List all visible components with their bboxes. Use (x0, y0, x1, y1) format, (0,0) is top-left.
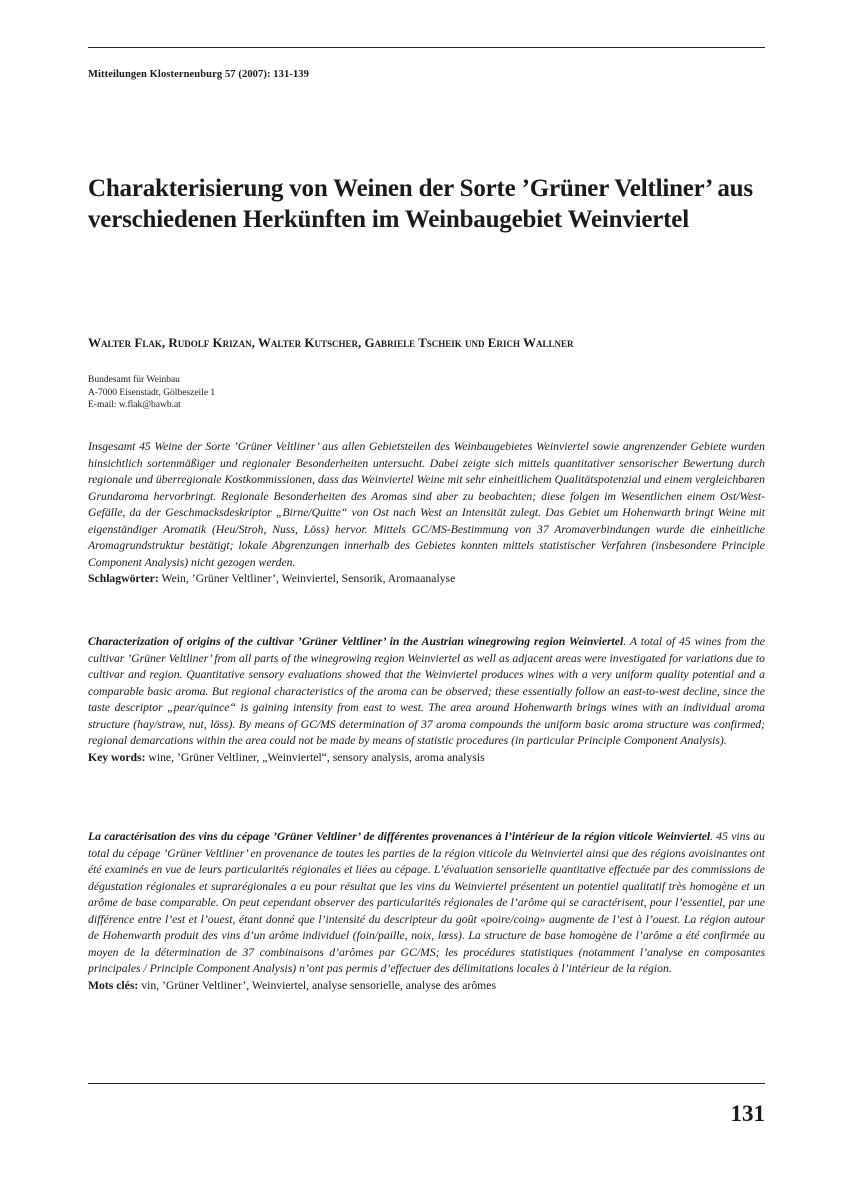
page-number: 131 (730, 1101, 765, 1126)
keywords-french-values: vin, ’Grüner Veltliner’, Weinviertel, analyse sensorielle, analyse des arômes (138, 978, 496, 992)
abstract-german (88, 439, 765, 588)
affiliation-block (88, 374, 215, 412)
abstract-german-body: Insgesamt 45 Weine der Sorte ’Grüner Veltliner’ aus allen Gebietsteilen des Weinbaugebietes Weinviertel sowie angrenzender Gebiete wurden hinsichtlich sortenmäßiger und regionaler Besonderheiten untersucht. Dabei zeigte sich mittels quantitativer sensorischer Bewertung durch regionale und überregionale Kostkommissionen, dass das Weinviertel Weine mit sehr einheitlichem Qualitätspotenzial und einem vergleichbaren Grundaroma hervorbringt. Regionale Besonderheiten des Aromas sind aber zu beobachten; diese folgen im Wesentlichen einem Ost/West-Gefälle, da der Geschmacksdeskriptor „Birne/Quitte“ von Ost nach West an Intensität zulegt. Das Gebiet um Hohenwarth bringt Weine mit eigenständiger Aromatik (Heu/Stroh, Nuss, Löss) hervor. Mittels GC/MS-Bestimmung von 37 Aromaverbindungen wurde die einheitliche Aromagrundstruktur bestätigt; lokale Abgrenzungen innerhalb des Gebietes konnten mittels statistischer Verfahren (insbesondere Principle Component Analysis) nicht gezogen werden. (88, 440, 765, 569)
top-rule (88, 47, 765, 48)
bottom-rule (88, 1083, 765, 1084)
affiliation-institution: Bundesamt für Weinbau (88, 375, 180, 385)
keywords-french (88, 978, 765, 995)
keywords-german (88, 571, 765, 588)
keywords-english (88, 750, 765, 767)
affiliation-email: E-mail: w.flak@bawb.at (88, 400, 181, 410)
keywords-german-values: Wein, ’Grüner Veltliner’, Weinviertel, Sensorik, Aromaanalyse (158, 572, 456, 585)
abstract-french-body: . 45 vins au total du cépage ’Grüner Veltliner’ en provenance de toutes les parties de la région viticole du Weinviertel ainsi que des régions avoisinantes ont été examinés en vue de leurs particularités régionales et liées au cépage. L’évaluation sensorielle quantitative effectuée par des commissions de dégustation régionales et suprarégionales a eu pour résultat que les vins du Weinviertel présentent un potentiel qualitatif très homogène et un arôme de base comparable. On peut cependant observer des particularités régionales de l’arôme qui se caractérisent, pour l’essentiel, par une différence entre l’est et l’ouest, étant donné que l’intensité du descripteur du goût «poire/coing» augmente de l’est à l’ouest. La région autour de Hohenwarth produit des vins d’un arôme individuel (foin/paille, noix, lœss). La structure de base homogène de l’arôme a été confirmée au moyen de la détermination de 37 combinaisons d’arômes par GC/MS; les procédures statistiques (notamment l’analyse en composantes principales / Principle Component Analysis) n’ont pas permis d’effectuer des délimitations locales à l’intérieur de la région. (88, 830, 765, 975)
keywords-english-label: Key words: (88, 750, 146, 764)
abstract-french-paragraph (88, 829, 765, 978)
author-list: Walter Flak, Rudolf Krizan, Walter Kutscher, Gabriele Tscheik und Erich Wallner (88, 335, 574, 350)
abstract-english-body: . A total of 45 wines from the cultivar ’Grüner Veltliner’ from all parts of the winegrowing region Weinviertel as well as adjacent areas were investigated for variations due to cultivar and region. Quantitative sensory evaluations showed that the Weinviertel produces wines with a very uniform quality potential and a comparable basic aroma. But regional characteristics of the aroma can be observed; these essentially follow an east-to-west decline, since the taste descriptor „pear/quince“ is gaining intensity from east to west. The area around Hohenwarth brings wines with an individual aroma structure (hay/straw, nut, löss). By means of GC/MS determination of 37 aroma compounds the uniform basic aroma structure was confirmed; regional demarcations within the area could not be made by means of statistic procedures (in particular Principle Component Analysis). (88, 635, 765, 747)
abstract-english (88, 634, 765, 766)
abstract-english-title: Characterization of origins of the cultivar ’Grüner Veltliner’ in the Austrian winegrowing region Weinviertel (88, 635, 624, 648)
journal-citation: Mitteilungen Klosterneuburg 57 (2007): 131-139 (88, 69, 309, 80)
abstract-english-paragraph (88, 634, 765, 750)
keywords-german-label: Schlagwörter: (88, 572, 159, 585)
article-title: Charakterisierung von Weinen der Sorte ’Grüner Veltliner’ aus verschiedenen Herkünften im Weinbaugebiet Weinviertel (88, 175, 753, 233)
abstract-french (88, 829, 765, 994)
keywords-english-values: wine, ’Grüner Veltliner, „Weinviertel“, sensory analysis, aroma analysis (145, 750, 485, 764)
keywords-french-label: Mots clés: (88, 978, 139, 992)
affiliation-address: A-7000 Eisenstadt, Gölbeszeile 1 (88, 387, 216, 398)
abstract-french-title: La caractérisation des vins du cépage ’Grüner Veltliner’ de différentes provenances à l’intérieur de la région viticole Weinviertel (88, 830, 711, 843)
